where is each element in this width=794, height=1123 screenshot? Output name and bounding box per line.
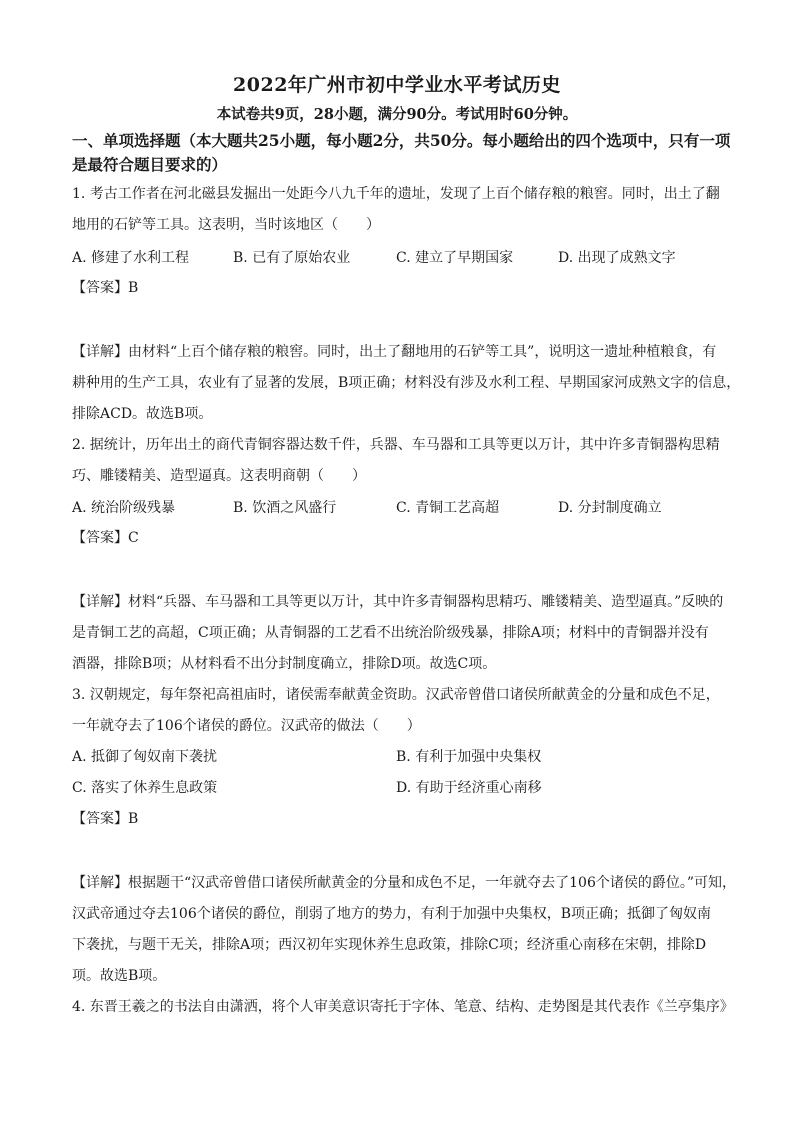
q2-detail-line-1: 【详解】材料“兵器、车马器和工具等更以万计，其中许多青铜器构思精巧、雕镂精美、造型逼真。”反映的 [72, 594, 724, 610]
q3-detail-line-3: 下袭扰，与题干无关，排除A项；西汉初年实现休养生息政策，排除C项；经济重心南移在宋朝，排除D [72, 937, 707, 953]
q4-stem-line-1: 4. 东晋王羲之的书法自由潇洒，将个人审美意识寄托于字体、笔意、结构、走势图是其代表作《兰亭集序》 [72, 999, 734, 1015]
q2-stem-line-2: 巧、雕镂精美、造型逼真。这表明商朝（ ） [72, 468, 366, 484]
q2-option-b: B. 饮酒之风盛行 [233, 500, 337, 516]
q3-option-b: B. 有利于加强中央集权 [396, 749, 542, 765]
exam-info: 本试卷共9页，28小题，满分90分。考试用时60分钟。 [216, 106, 578, 123]
page-title: 2022年广州市初中学业水平考试历史 [233, 74, 561, 96]
q2-answer: 【答案】C [72, 530, 139, 546]
q2-option-c: C. 青铜工艺高超 [396, 500, 500, 516]
q1-option-b: B. 已有了原始农业 [233, 250, 351, 266]
q3-detail-line-4: 项。故选B项。 [72, 968, 167, 984]
q3-option-d: D. 有助于经济重心南移 [396, 780, 542, 796]
q2-stem-line-1: 2. 据统计，历年出土的商代青铜容器达数千件，兵器、车马器和工具等更以万计，其中许多青铜器构思精 [72, 437, 720, 453]
q3-answer: 【答案】B [72, 811, 139, 827]
q3-detail-line-1: 【详解】根据题干“汉武帝曾借口诸侯所献黄金的分量和成色不足，一年就夺去了106个诸侯的爵位。”可知， [72, 875, 737, 891]
q2-detail-line-2: 是青铜工艺的高超，C项正确；从青铜器的工艺看不出统治阶级残暴，排除A项；材料中的青铜器并没有 [72, 625, 709, 641]
q1-answer: 【答案】B [72, 280, 139, 296]
q3-option-a: A. 抵御了匈奴南下袭扰 [72, 749, 218, 765]
q1-option-a: A. 修建了水利工程 [72, 250, 190, 266]
section-heading: 一、单项选择题（本大题共25小题，每小题2分，共50分。每小题给出的四个选项中，只有一项是最符合题目要求的） [72, 131, 731, 174]
q1-detail-line-1: 【详解】由材料“上百个储存粮的粮窖。同时，出土了翻地用的石铲等工具”，说明这一遗址种植粮食，有 [72, 344, 717, 360]
q3-stem-line-2: 一年就夺去了106个诸侯的爵位。汉武帝的做法（ ） [72, 718, 421, 734]
q3-option-c: C. 落实了休养生息政策 [72, 780, 218, 796]
q2-option-a: A. 统治阶级残暴 [72, 500, 176, 516]
q3-stem-line-1: 3. 汉朝规定，每年祭祀高祖庙时，诸侯需奉献黄金资助。汉武帝曾借口诸侯所献黄金的分量和成色不足， [72, 687, 720, 703]
q1-stem-line-1: 1. 考古工作者在河北磁县发掘出一处距今八九千年的遗址，发现了上百个储存粮的粮窖。同时，出土了翻 [72, 186, 720, 202]
q1-detail-line-2: 耕种用的生产工具，农业有了显著的发展，B项正确；材料没有涉及水利工程、早期国家河成熟文字的信息， [72, 375, 741, 391]
q1-stem-line-2: 地用的石铲等工具。这表明，当时该地区（ ） [72, 217, 380, 233]
q2-detail-line-3: 酒器，排除B项；从材料看不出分封制度确立，排除D项。故选C项。 [72, 656, 497, 672]
q2-option-d: D. 分封制度确立 [558, 500, 662, 516]
q3-detail-line-2: 汉武帝通过夺去106个诸侯的爵位，削弱了地方的势力，有利于加强中央集权，B项正确；抵御了匈奴南 [72, 906, 712, 922]
q1-detail-line-3: 排除ACD。故选B项。 [72, 406, 213, 422]
q1-option-d: D. 出现了成熟文字 [558, 250, 676, 266]
q1-option-c: C. 建立了早期国家 [396, 250, 514, 266]
